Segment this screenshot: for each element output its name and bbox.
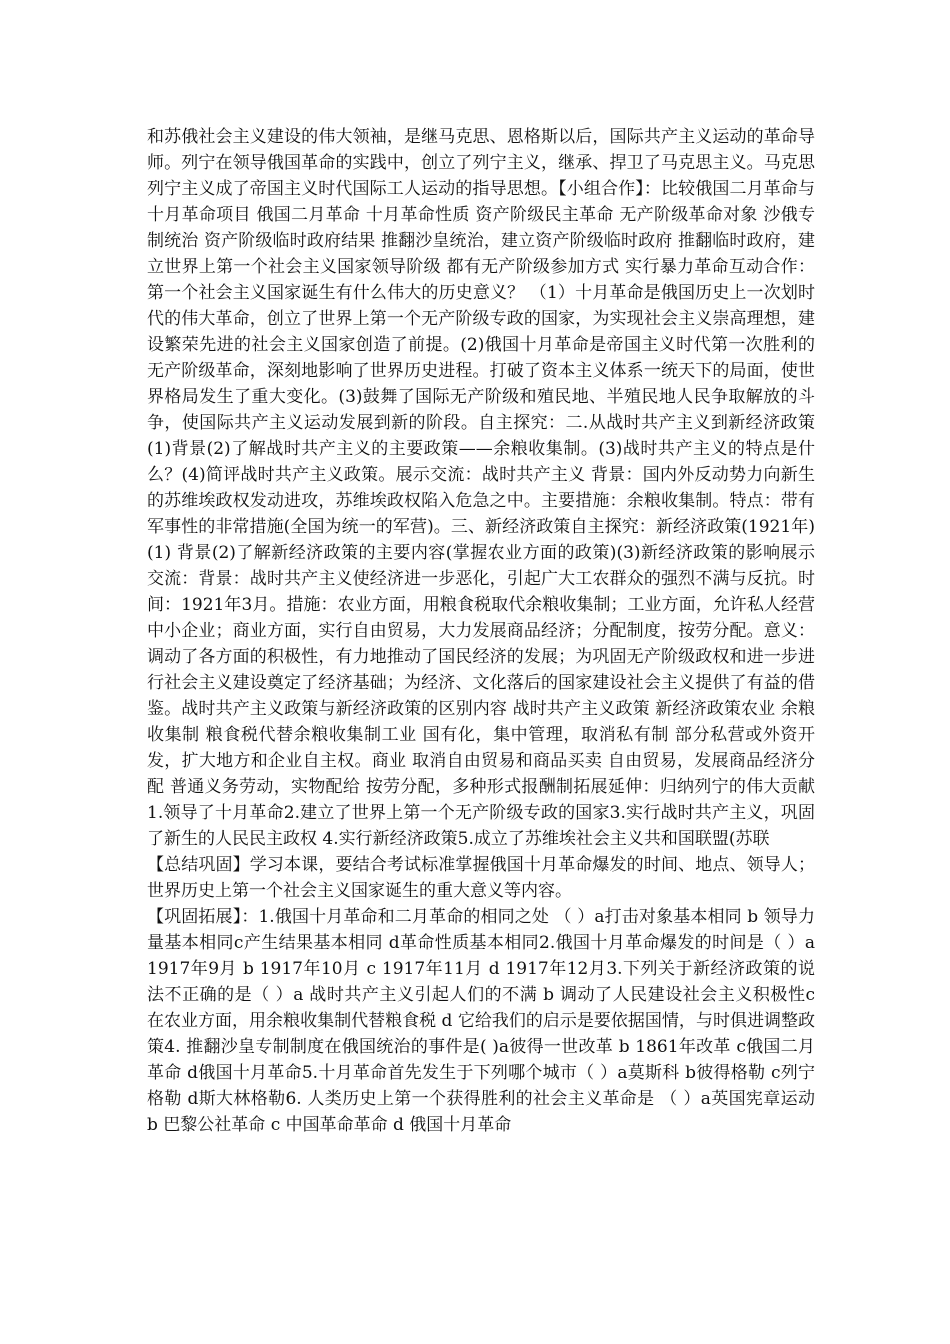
exercise-paragraph: 【巩固拓展】：1.俄国十月革命和二月革命的相同之处 （ ）a打击对象基本相同 b 领导力量基本相同c产生结果基本相同 d革命性质基本相同2.俄国十月革命爆发的时间是（ ）a 1917年9月 b 1917年10月 c 1917年11月 d 1917年12月3.下列关于新经济政策的说法不正确的是（ ）a 战时共产主义引起人们的不满 b 调动了人民建设社会主义积极性c 在农业方面，用余粮收集制代替粮食税 d 它给我们的启示是要依据国情，与时俱进调整政策4. 推翻沙皇专制制度在俄国统治的事件是( )a彼得一世改革 b 1861年改革 c俄国二月革命 d俄国十月革命5.十月革命首先发生于下列哪个城市（ ）a莫斯科 b彼得格勒 c列宁格勒 d斯大林格勒6. 人类历史上第一个获得胜利的社会主义革命是 （ ）a英国宪章运动 b 巴黎公社革命 c 中国革命革命 d 俄国十月革命 <box>147 907 815 1135</box>
body-paragraph-1: 和苏俄社会主义建设的伟大领袖，是继马克思、恩格斯以后，国际共产主义运动的革命导师。列宁在领导俄国革命的实践中，创立了列宁主义，继承、捍卫了马克思主义。马克思列宁主义成了帝国主义时代国际工人运动的指导思想。【小组合作】：比较俄国二月革命与十月革命项目 俄国二月革命 十月革命性质 资产阶级民主革命 无产阶级革命对象 沙俄专制统治 资产阶级临时政府结果 推翻沙皇统治，建立资产阶级临时政府 推翻临时政府，建立世界上第一个社会主义国家领导阶级 都有无产阶级参加方式 实行暴力革命互动合作：第一个社会主义国家诞生有什么伟大的历史意义？ （1）十月革命是俄国历史上一次划时代的伟大革命，创立了世界上第一个无产阶级专政的国家，为实现社会主义崇高理想，建设繁荣先进的社会主义国家创造了前提。(2)俄国十月革命是帝国主义时代第一次胜利的无产阶级革命，深刻地影响了世界历史进程。打破了资本主义体系一统天下的局面，使世界格局发生了重大变化。(3)鼓舞了国际无产阶级和殖民地、半殖民地人民争取解放的斗争，使国际共产主义运动发展到新的阶段。自主探究：二.从战时共产主义到新经济政策(1)背景(2)了解战时共产主义的主要政策——余粮收集制。(3)战时共产主义的特点是什么？(4)简评战时共产主义政策。展示交流：战时共产主义 背景：国内外反动势力向新生的苏维埃政权发动进攻，苏维埃政权陷入危急之中。主要措施：余粮收集制。特点：带有军事性的非常措施(全国为统一的军营)。三、新经济政策自主探究：新经济政策(1921年)(1) 背景(2)了解新经济政策的主要内容(掌握农业方面的政策)(3)新经济政策的影响展示交流：背景：战时共产主义使经济进一步恶化，引起广大工农群众的强烈不满与反抗。时间：1921年3月。措施：农业方面，用粮食税取代余粮收集制；工业方面，允许私人经营中小企业；商业方面，实行自由贸易，大力发展商品经济；分配制度，按劳分配。意义：调动了各方面的积极性，有力地推动了国民经济的发展；为巩固无产阶级政权和进一步进行社会主义建设奠定了经济基础；为经济、文化落后的国家建设社会主义提供了有益的借鉴。战时共产主义政策与新经济政策的区别内容 战时共产主义政策 新经济政策农业 余粮收集制 粮食税代替余粮收集制工业 国有化，集中管理，取消私有制 部分私营或外资开发，扩大地方和企业自主权。商业 取消自由贸易和商品买卖 自由贸易，发展商品经济分配 普通义务劳动，实物配给 按劳分配，多种形式报酬制拓展延伸：归纳列宁的伟大贡献1.领导了十月革命2.建立了世界上第一个无产阶级专政的国家3.实行战时共产主义，巩固了新生的人民民主政权 4.实行新经济政策5.成立了苏维埃社会主义共和国联盟(苏联 <box>147 127 815 849</box>
document-page <box>147 124 815 1138</box>
summary-paragraph: 【总结巩固】学习本课，要结合考试标准掌握俄国十月革命爆发的时间、地点、领导人；世界历史上第一个社会主义国家诞生的重大意义等内容。 <box>147 855 815 901</box>
